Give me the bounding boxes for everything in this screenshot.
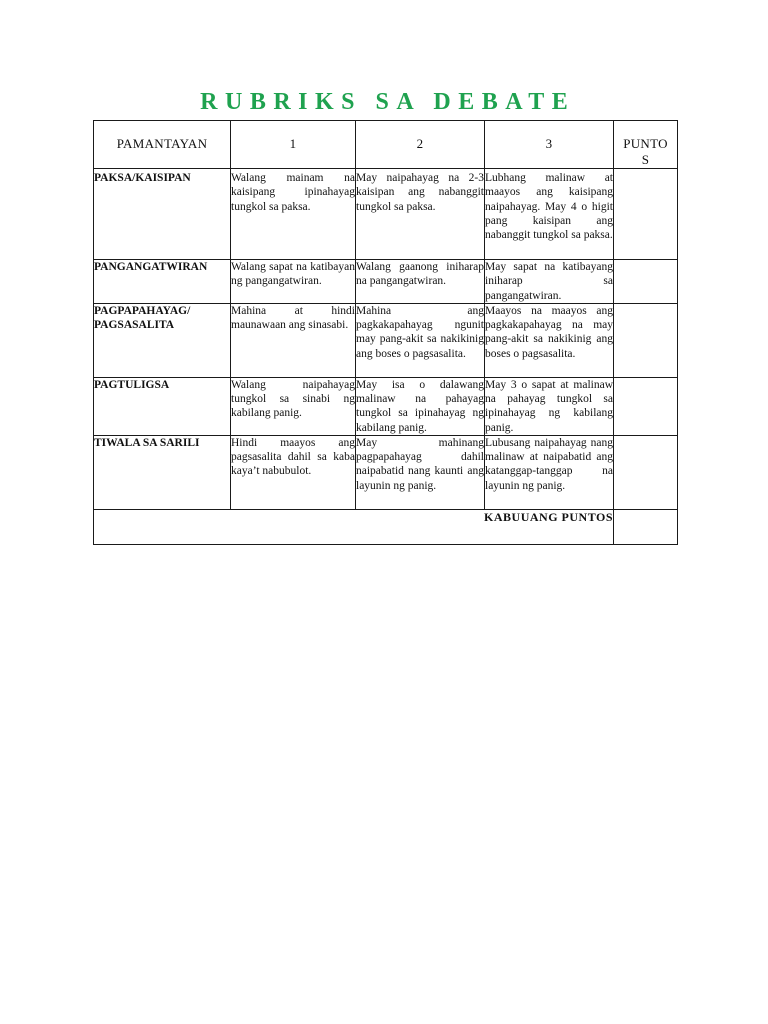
points-cell <box>614 169 678 260</box>
criterion-row <box>94 169 678 260</box>
total-row <box>94 509 678 544</box>
level-3-description: Maayos na maayos ang pagkakapahayag na may pang-akit sa nakikinig ang boses o pagsasalita. <box>485 303 614 377</box>
level-1-description: Walang naipahayag tungkol sa sinabi ng kabilang panig. <box>231 377 356 435</box>
criterion-label: PAGTULIGSA <box>94 377 231 435</box>
header-points-label: PUNTOS <box>623 136 668 167</box>
criterion-label: PAKSA/KAISIPAN <box>94 169 231 260</box>
criterion-row <box>94 377 678 435</box>
level-3-description: Lubusang naipahayag nang malinaw at naipabatid ang katanggap-tanggap na layunin ng panig. <box>485 435 614 509</box>
header-level-1: 1 <box>231 121 356 169</box>
document-title: RUBRIKS SA DEBATE <box>200 89 576 115</box>
level-3-description: May sapat na katibayang iniharap sa pangangatwiran. <box>485 261 613 302</box>
level-2-description: May mahinang pagpapahayag dahil naipabatid nang kaunti ang layunin ng panig. <box>356 435 485 509</box>
level-3-description: May 3 o sapat at malinaw na pahayag tungkol sa ipinahayag ng kabilang panig. <box>485 378 613 434</box>
criterion-label: PAGPAPAHAYAG/ PAGSASALITA <box>94 303 231 377</box>
level-2-description: Mahina ang pagkakapahayag ngunit may pang-akit sa nakikinig ang boses o pagsasalita. <box>356 303 485 377</box>
points-cell <box>614 260 678 304</box>
level-2-description: May isa o dalawang malinaw na pahayag tungkol sa ipinahayag ng kabilang panig. <box>356 378 484 434</box>
criterion-row <box>94 435 678 509</box>
level-1-description: Walang mainam na kaisipang ipinahayag tungkol sa paksa. <box>231 169 356 260</box>
points-cell <box>614 435 678 509</box>
criterion-row <box>94 260 678 304</box>
criterion-label: TIWALA SA SARILI <box>94 435 231 509</box>
points-cell <box>614 377 678 435</box>
rubric-table <box>93 120 678 545</box>
header-level-3: 3 <box>485 121 614 169</box>
criterion-label: PANGANGATWIRAN <box>94 260 231 304</box>
total-label: KABUUANG PUNTOS <box>94 509 614 544</box>
header-points <box>614 121 678 169</box>
criterion-row <box>94 303 678 377</box>
level-2-description: Walang gaanong iniharap na pangangatwiran. <box>356 260 485 304</box>
level-3-description: Lubhang malinaw at maayos ang kaisipang naipahayag. May 4 o higit pang kaisipan ang nabanggit tungkol sa paksa. <box>485 169 614 260</box>
level-1-description: Mahina at hindi maunawaan ang sinasabi. <box>231 303 356 377</box>
points-cell <box>614 303 678 377</box>
level-2-description: May naipahayag na 2-3 kaisipan ang nabanggit tungkol sa paksa. <box>356 169 485 260</box>
level-1-description: Hindi maayos ang pagsasalita dahil sa kaba kaya’t nabubulot. <box>231 435 356 509</box>
header-criterion: PAMANTAYAN <box>94 121 231 169</box>
total-points-cell <box>614 509 678 544</box>
header-row <box>94 121 678 169</box>
level-1-description: Walang sapat na katibayan ng pangangatwiran. <box>231 260 356 304</box>
header-level-2: 2 <box>356 121 485 169</box>
